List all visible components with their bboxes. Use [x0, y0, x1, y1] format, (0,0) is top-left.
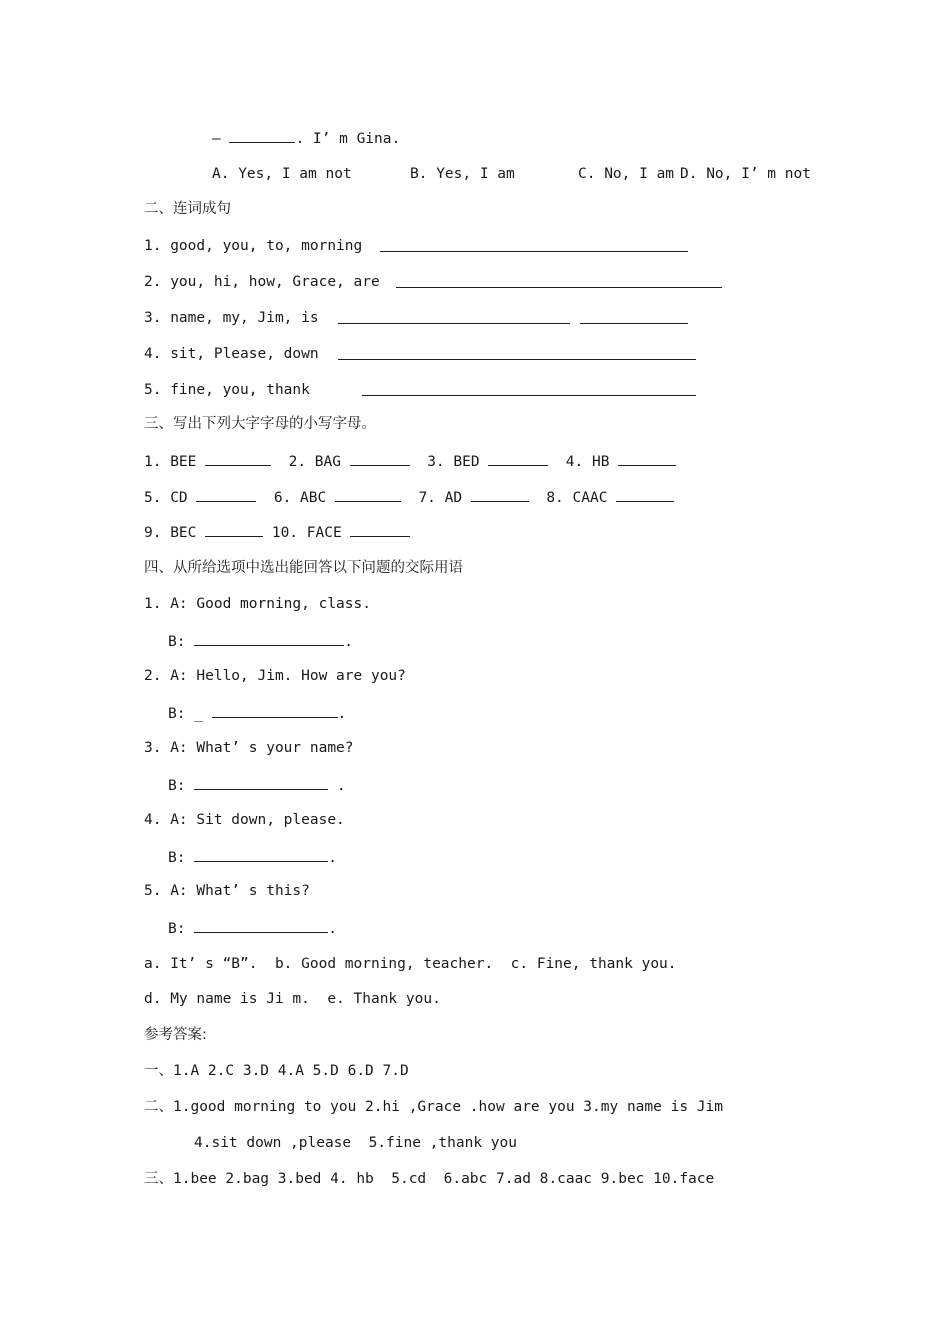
- part3-item: 4. HB: [565, 454, 610, 470]
- dialog-answer: [168, 703, 346, 724]
- dialog-question: 1. A: Good morning, class.: [144, 596, 371, 612]
- answers-line: 三、1.bee 2.bag 3.bed 4. hb 5.cd 6.abc 7.ad 8.caac 9.bec 10.face: [144, 1171, 715, 1187]
- part2-heading: 二、连词成句: [144, 201, 231, 217]
- answer-blank[interactable]: [616, 487, 674, 502]
- answer-label: B:: [168, 850, 186, 866]
- dialog-question: 2. A: Hello, Jim. How are you?: [144, 668, 406, 684]
- answer-label: B:: [168, 778, 186, 794]
- dialog-answer: [168, 847, 337, 868]
- dialog-question: 4. A: Sit down, please.: [144, 812, 345, 828]
- answer-blank[interactable]: [396, 273, 722, 288]
- q7-option-a: A. Yes, I am not: [212, 166, 352, 182]
- answer-blank[interactable]: [362, 381, 696, 396]
- answers-line: 4.sit down ,please 5.fine ,thank you: [194, 1135, 518, 1151]
- dialog-question: 5. A: What’ s this?: [144, 883, 310, 899]
- part3-item: 6. ABC: [273, 490, 327, 506]
- answer-blank[interactable]: [338, 345, 696, 360]
- part3-item: 8. CAAC: [546, 490, 608, 506]
- answer-end: .: [328, 850, 337, 866]
- answer-blank[interactable]: [350, 522, 410, 537]
- q7-option-c: C. No, I am: [578, 166, 675, 182]
- part4-heading: 四、从所给选项中选出能回答以下问题的交际用语: [144, 560, 463, 576]
- answer-blank[interactable]: [194, 631, 344, 646]
- part3-row: [144, 451, 676, 472]
- answer-blank[interactable]: [196, 487, 256, 502]
- dash: —: [212, 131, 221, 147]
- answers-line: 一、1.A 2.C 3.D 4.A 5.D 6.D 7.D: [144, 1063, 409, 1079]
- answer-label: B: _: [168, 706, 203, 722]
- part2-item: 1. good, you, to, morning: [144, 238, 363, 254]
- part3-item: 7. AD: [418, 490, 463, 506]
- q7-answer-line: [212, 128, 400, 149]
- part2-item: 5. fine, you, thank: [144, 382, 310, 398]
- answer-blank[interactable]: [229, 128, 295, 143]
- answer-blank[interactable]: [205, 451, 271, 466]
- options-line: d. My name is Ji m. e. Thank you.: [144, 991, 441, 1007]
- part3-item: 10. FACE: [271, 525, 342, 541]
- part2-item: 3. name, my, Jim, is: [144, 310, 319, 326]
- q7-option-d: D. No, I’ m not: [680, 166, 811, 182]
- answer-blank[interactable]: [194, 847, 328, 862]
- answer-end: .: [328, 778, 346, 794]
- part3-item: 1. BEE: [144, 454, 197, 470]
- answer-blank[interactable]: [212, 703, 338, 718]
- answer-blank[interactable]: [338, 309, 570, 324]
- answer-blank[interactable]: [580, 309, 688, 324]
- answer-blank[interactable]: [488, 451, 548, 466]
- options-line: a. It’ s “B”. b. Good morning, teacher. c. Fine, thank you.: [144, 956, 677, 972]
- answer-blank[interactable]: [194, 775, 328, 790]
- answer-end: .: [328, 921, 337, 937]
- part3-item: 9. BEC: [144, 525, 197, 541]
- dialog-answer: [168, 775, 346, 796]
- answer-end: .: [337, 706, 347, 722]
- part3-row: [144, 487, 674, 508]
- answer-blank[interactable]: [205, 522, 263, 537]
- part3-heading: 三、写出下列大字字母的小写字母。: [144, 416, 376, 432]
- answers-heading: 参考答案:: [144, 1027, 207, 1043]
- answer-label: B:: [168, 921, 186, 937]
- dialog-question: 3. A: What’ s your name?: [144, 740, 354, 756]
- dialog-answer: [168, 918, 337, 939]
- answer-label: B:: [168, 634, 186, 650]
- part3-row: [144, 522, 410, 543]
- part3-item: 2. BAG: [288, 454, 341, 470]
- answer-blank[interactable]: [350, 451, 410, 466]
- part3-item: 3. BED: [427, 454, 480, 470]
- answers-line: 二、1.good morning to you 2.hi ,Grace .how are you 3.my name is Jim: [144, 1099, 723, 1115]
- answer-end: .: [344, 634, 353, 650]
- part2-item: 4. sit, Please, down: [144, 346, 319, 362]
- dialog-answer: [168, 631, 353, 652]
- q7-option-b: B. Yes, I am: [410, 166, 515, 182]
- answer-blank[interactable]: [380, 237, 688, 252]
- answer-text: . I’ m Gina.: [295, 131, 401, 147]
- part3-item: 5. CD: [144, 490, 188, 506]
- answer-blank[interactable]: [335, 487, 401, 502]
- answer-blank[interactable]: [471, 487, 529, 502]
- part2-item: 2. you, hi, how, Grace, are: [144, 274, 380, 290]
- answer-blank[interactable]: [618, 451, 676, 466]
- answer-blank[interactable]: [194, 918, 328, 933]
